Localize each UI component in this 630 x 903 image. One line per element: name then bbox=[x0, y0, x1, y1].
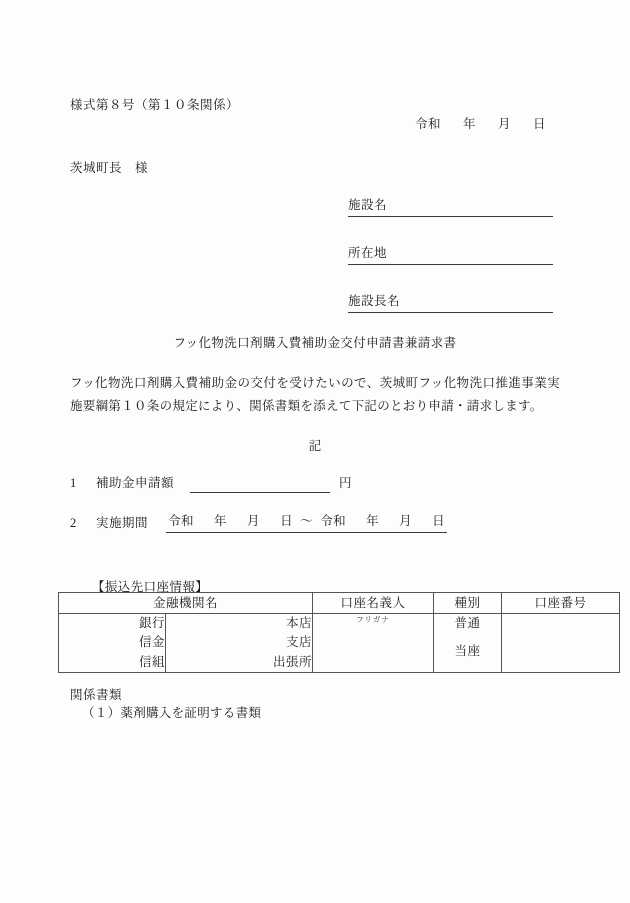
cell-account-type-options[interactable] bbox=[434, 614, 502, 673]
period-separator: ～ bbox=[300, 514, 314, 528]
subsidy-amount-input[interactable] bbox=[190, 477, 330, 493]
field-facility-name[interactable] bbox=[348, 198, 553, 217]
item-subsidy-amount-number: 1 bbox=[70, 476, 77, 490]
period-end-year-unit: 年 bbox=[366, 514, 380, 528]
item-implementation-period-number: 2 bbox=[70, 516, 77, 530]
implementation-period-input[interactable] bbox=[166, 512, 447, 533]
document-title: フッ化物洗口剤購入費補助金交付申請書兼請求書 bbox=[173, 336, 457, 350]
account-type-ordinary[interactable]: 普通 bbox=[454, 616, 481, 630]
period-start-month-unit: 月 bbox=[247, 514, 261, 528]
header-account-type: 種別 bbox=[434, 593, 502, 614]
institution-type-shinkumi[interactable]: 信組 bbox=[138, 654, 165, 669]
facility-fields bbox=[348, 198, 553, 342]
date-day-unit: 日 bbox=[533, 117, 547, 131]
period-end-month-unit: 月 bbox=[399, 514, 413, 528]
account-number-input[interactable] bbox=[502, 614, 620, 673]
cell-branch-type-options[interactable] bbox=[166, 614, 313, 673]
ki-marker: 記 bbox=[308, 439, 322, 453]
attachments-heading: 関係書類 bbox=[70, 688, 123, 702]
cell-institution-type-options[interactable] bbox=[59, 614, 166, 673]
cell-account-holder[interactable] bbox=[313, 614, 434, 673]
branch-type-branch[interactable]: 支店 bbox=[286, 635, 313, 650]
item-implementation-period-label: 実施期間 bbox=[96, 516, 149, 530]
item-implementation-period bbox=[70, 512, 447, 533]
addressee: 茨城町長 様 bbox=[70, 161, 149, 175]
institution-type-bank[interactable]: 銀行 bbox=[138, 616, 165, 630]
period-start-era: 令和 bbox=[168, 514, 195, 528]
table-header-row bbox=[59, 593, 620, 614]
bank-section-heading: 【振込先口座情報】 bbox=[92, 580, 209, 594]
date-year-unit: 年 bbox=[463, 117, 477, 131]
field-facility-head-name-label: 施設長名 bbox=[348, 294, 401, 309]
header-institution-name: 金融機関名 bbox=[59, 593, 313, 614]
date-month-unit: 月 bbox=[498, 117, 512, 131]
branch-type-head-office[interactable]: 本店 bbox=[286, 616, 313, 630]
period-end-day-unit: 日 bbox=[432, 514, 446, 528]
item-subsidy-amount bbox=[70, 474, 352, 493]
institution-type-shinkin[interactable]: 信金 bbox=[138, 635, 165, 650]
date-era: 令和 bbox=[415, 117, 442, 131]
body-paragraph: フッ化物洗口剤購入費補助金の交付を受けたいので、茨城町フッ化物洗口推進事業実施要綱第１０条の規定により、関係書類を添えて下記のとおり申請・請求します。 bbox=[70, 376, 560, 414]
branch-type-sub-office[interactable]: 出張所 bbox=[273, 654, 313, 669]
furigana-label: フリガナ bbox=[356, 615, 390, 624]
subsidy-amount-unit: 円 bbox=[339, 476, 353, 490]
account-type-current[interactable]: 当座 bbox=[454, 644, 481, 659]
bank-account-table bbox=[58, 592, 620, 673]
submission-date-line bbox=[415, 115, 546, 134]
item-subsidy-amount-label: 補助金申請額 bbox=[96, 476, 175, 490]
table-row bbox=[59, 614, 620, 673]
field-address[interactable] bbox=[348, 246, 553, 265]
field-facility-head-name[interactable] bbox=[348, 294, 553, 313]
header-account-number: 口座番号 bbox=[502, 593, 620, 614]
form-number: 様式第８号（第１０条関係） bbox=[70, 98, 240, 112]
field-facility-name-label: 施設名 bbox=[348, 198, 388, 213]
attachments-item-1: （１）薬剤購入を証明する書類 bbox=[82, 706, 262, 720]
period-end-era: 令和 bbox=[320, 514, 347, 528]
account-type-spacer bbox=[434, 633, 501, 642]
period-start-year-unit: 年 bbox=[214, 514, 228, 528]
header-account-holder: 口座名義人 bbox=[313, 593, 434, 614]
period-start-day-unit: 日 bbox=[280, 514, 294, 528]
field-address-label: 所在地 bbox=[348, 246, 388, 261]
